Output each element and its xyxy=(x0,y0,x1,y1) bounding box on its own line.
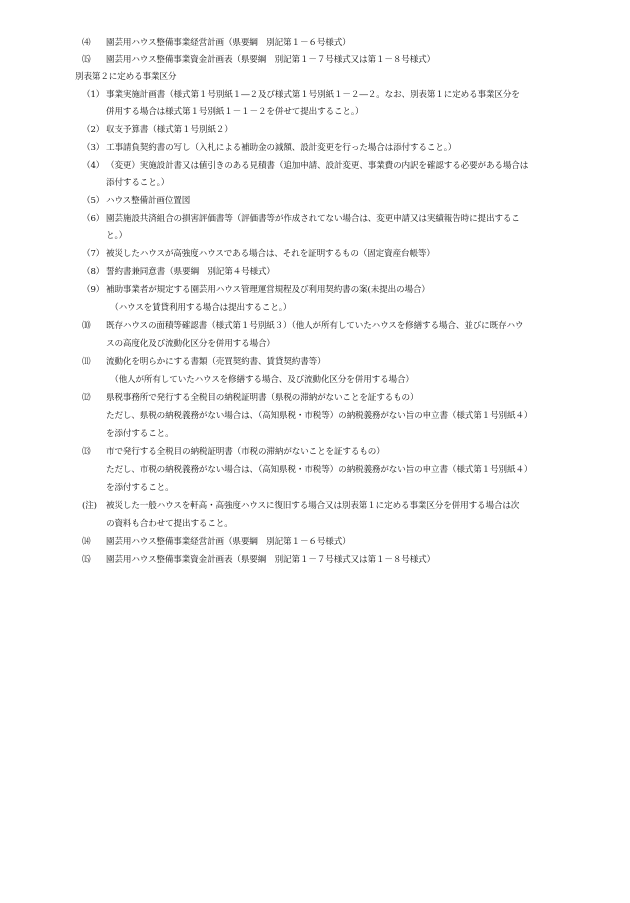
item-number: （1） xyxy=(82,90,105,100)
item-text: 添付すること。） xyxy=(106,178,170,188)
item-text: ただし、県税の納税義務がない場合は、（高知県税・市税等）の納税義務がない旨の申立書（様式第１号別紙４） xyxy=(106,411,533,421)
item-text: と。） xyxy=(106,231,128,241)
item-text: を添付すること。 xyxy=(106,483,174,493)
item-text: 併用する場合は様式第１号別紙１－１－２を併せて提出すること。） xyxy=(106,107,364,117)
item-number: （9） xyxy=(82,285,105,295)
item-text: 収支予算書（様式第１号別紙２） xyxy=(106,125,233,135)
item-number: （5） xyxy=(82,196,105,206)
item-number: （4） xyxy=(82,161,105,171)
item-text: 工事請負契約書の写し（入札による補助金の減額、設計変更を行った場合は添付すること。） xyxy=(106,143,457,153)
item-text: 県税事務所で発行する全税目の納税証明書（県税の滞納がないことを証するもの） xyxy=(106,393,419,403)
item-text: （他人が所有していたハウスを修繕する場合、及び流動化区分を併用する場合） xyxy=(106,375,414,385)
item-text: 園芸施設共済組合の損害評価書等（評価書等が作成されてない場合は、変更申請又は実績報告時に提出するこ xyxy=(106,214,520,224)
item-text: 事業実施計画書（様式第１号別紙１―２及び様式第１号別紙１－２―２。なお、別表第１に定める事業区分を xyxy=(106,90,520,100)
item-number: ⑷ xyxy=(82,38,91,48)
item-number: （8） xyxy=(82,267,105,277)
item-number: （7） xyxy=(82,249,105,259)
item-text: 補助事業者が規定する園芸用ハウス管理運営規程及び利用契約書の案(未提出の場合） xyxy=(106,285,430,295)
item-number: ⒁ xyxy=(82,537,91,547)
item-text: 園芸用ハウス整備事業資金計画表（県要綱 別記第１－７号様式又は第１－８号様式） xyxy=(106,55,436,65)
item-number: （6） xyxy=(82,214,105,224)
item-number: （3） xyxy=(82,143,105,153)
item-number: ⒂ xyxy=(82,555,91,565)
item-text: 園芸用ハウス整備事業経営計画（県要綱 別記第１－６号様式） xyxy=(106,537,351,547)
item-number: ⑾ xyxy=(82,357,91,367)
item-text: スの高度化及び流動化区分を併用する場合） xyxy=(106,339,275,349)
item-text: 市で発行する全税目の納税証明書（市税の滞納がないことを証するもの） xyxy=(106,447,385,457)
item-text: 流動化を明らかにする書類（売買契約書、賃貸契約書等） xyxy=(106,357,326,367)
item-text: 園芸用ハウス整備事業経営計画（県要綱 別記第１－６号様式） xyxy=(106,38,351,48)
item-text: 被災したハウスが高強度ハウスである場合は、それを証明するもの（固定資産台帳等） xyxy=(106,249,435,259)
item-text: （ハウスを賃貸利用する場合は提出すること。） xyxy=(106,303,292,313)
item-text: （変更）実施設計書又は値引きのある見積書（追加申請、設計変更、事業費の内訳を確認する必要がある場合は xyxy=(106,161,529,171)
section-title-text: 別表第２に定める事業区分 xyxy=(75,72,177,82)
note-label: (注) xyxy=(82,501,97,511)
item-text: 誓約書兼同意書（県要綱 別記第４号様式） xyxy=(106,267,275,277)
item-text: ただし、市税の納税義務がない場合は、（高知県税・市税等）の納税義務がない旨の申立書（様式第１号別紙４） xyxy=(106,465,533,475)
item-text: 既存ハウスの面積等確認書（様式第１号別紙３）（他人が所有していたハウスを修繕する場合、並びに既存ハウ xyxy=(106,321,524,331)
item-text: ハウス整備計画位置図 xyxy=(106,196,191,206)
item-number: （2） xyxy=(82,125,105,135)
item-number: ⑽ xyxy=(82,321,91,331)
item-number: ⑿ xyxy=(82,393,91,403)
note-text: の資料も合わせて提出すること。 xyxy=(106,519,233,529)
item-number: ⒂ xyxy=(82,55,91,65)
note-text: 被災した一般ハウスを軒高・高強度ハウスに復旧する場合又は別表第１に定める事業区分を併用する場合は次 xyxy=(106,501,520,511)
item-number: ⒀ xyxy=(82,447,91,457)
item-text: を添付すること。 xyxy=(106,429,174,439)
item-text: 園芸用ハウス整備事業資金計画表（県要綱 別記第１－７号様式又は第１－８号様式） xyxy=(106,555,436,565)
